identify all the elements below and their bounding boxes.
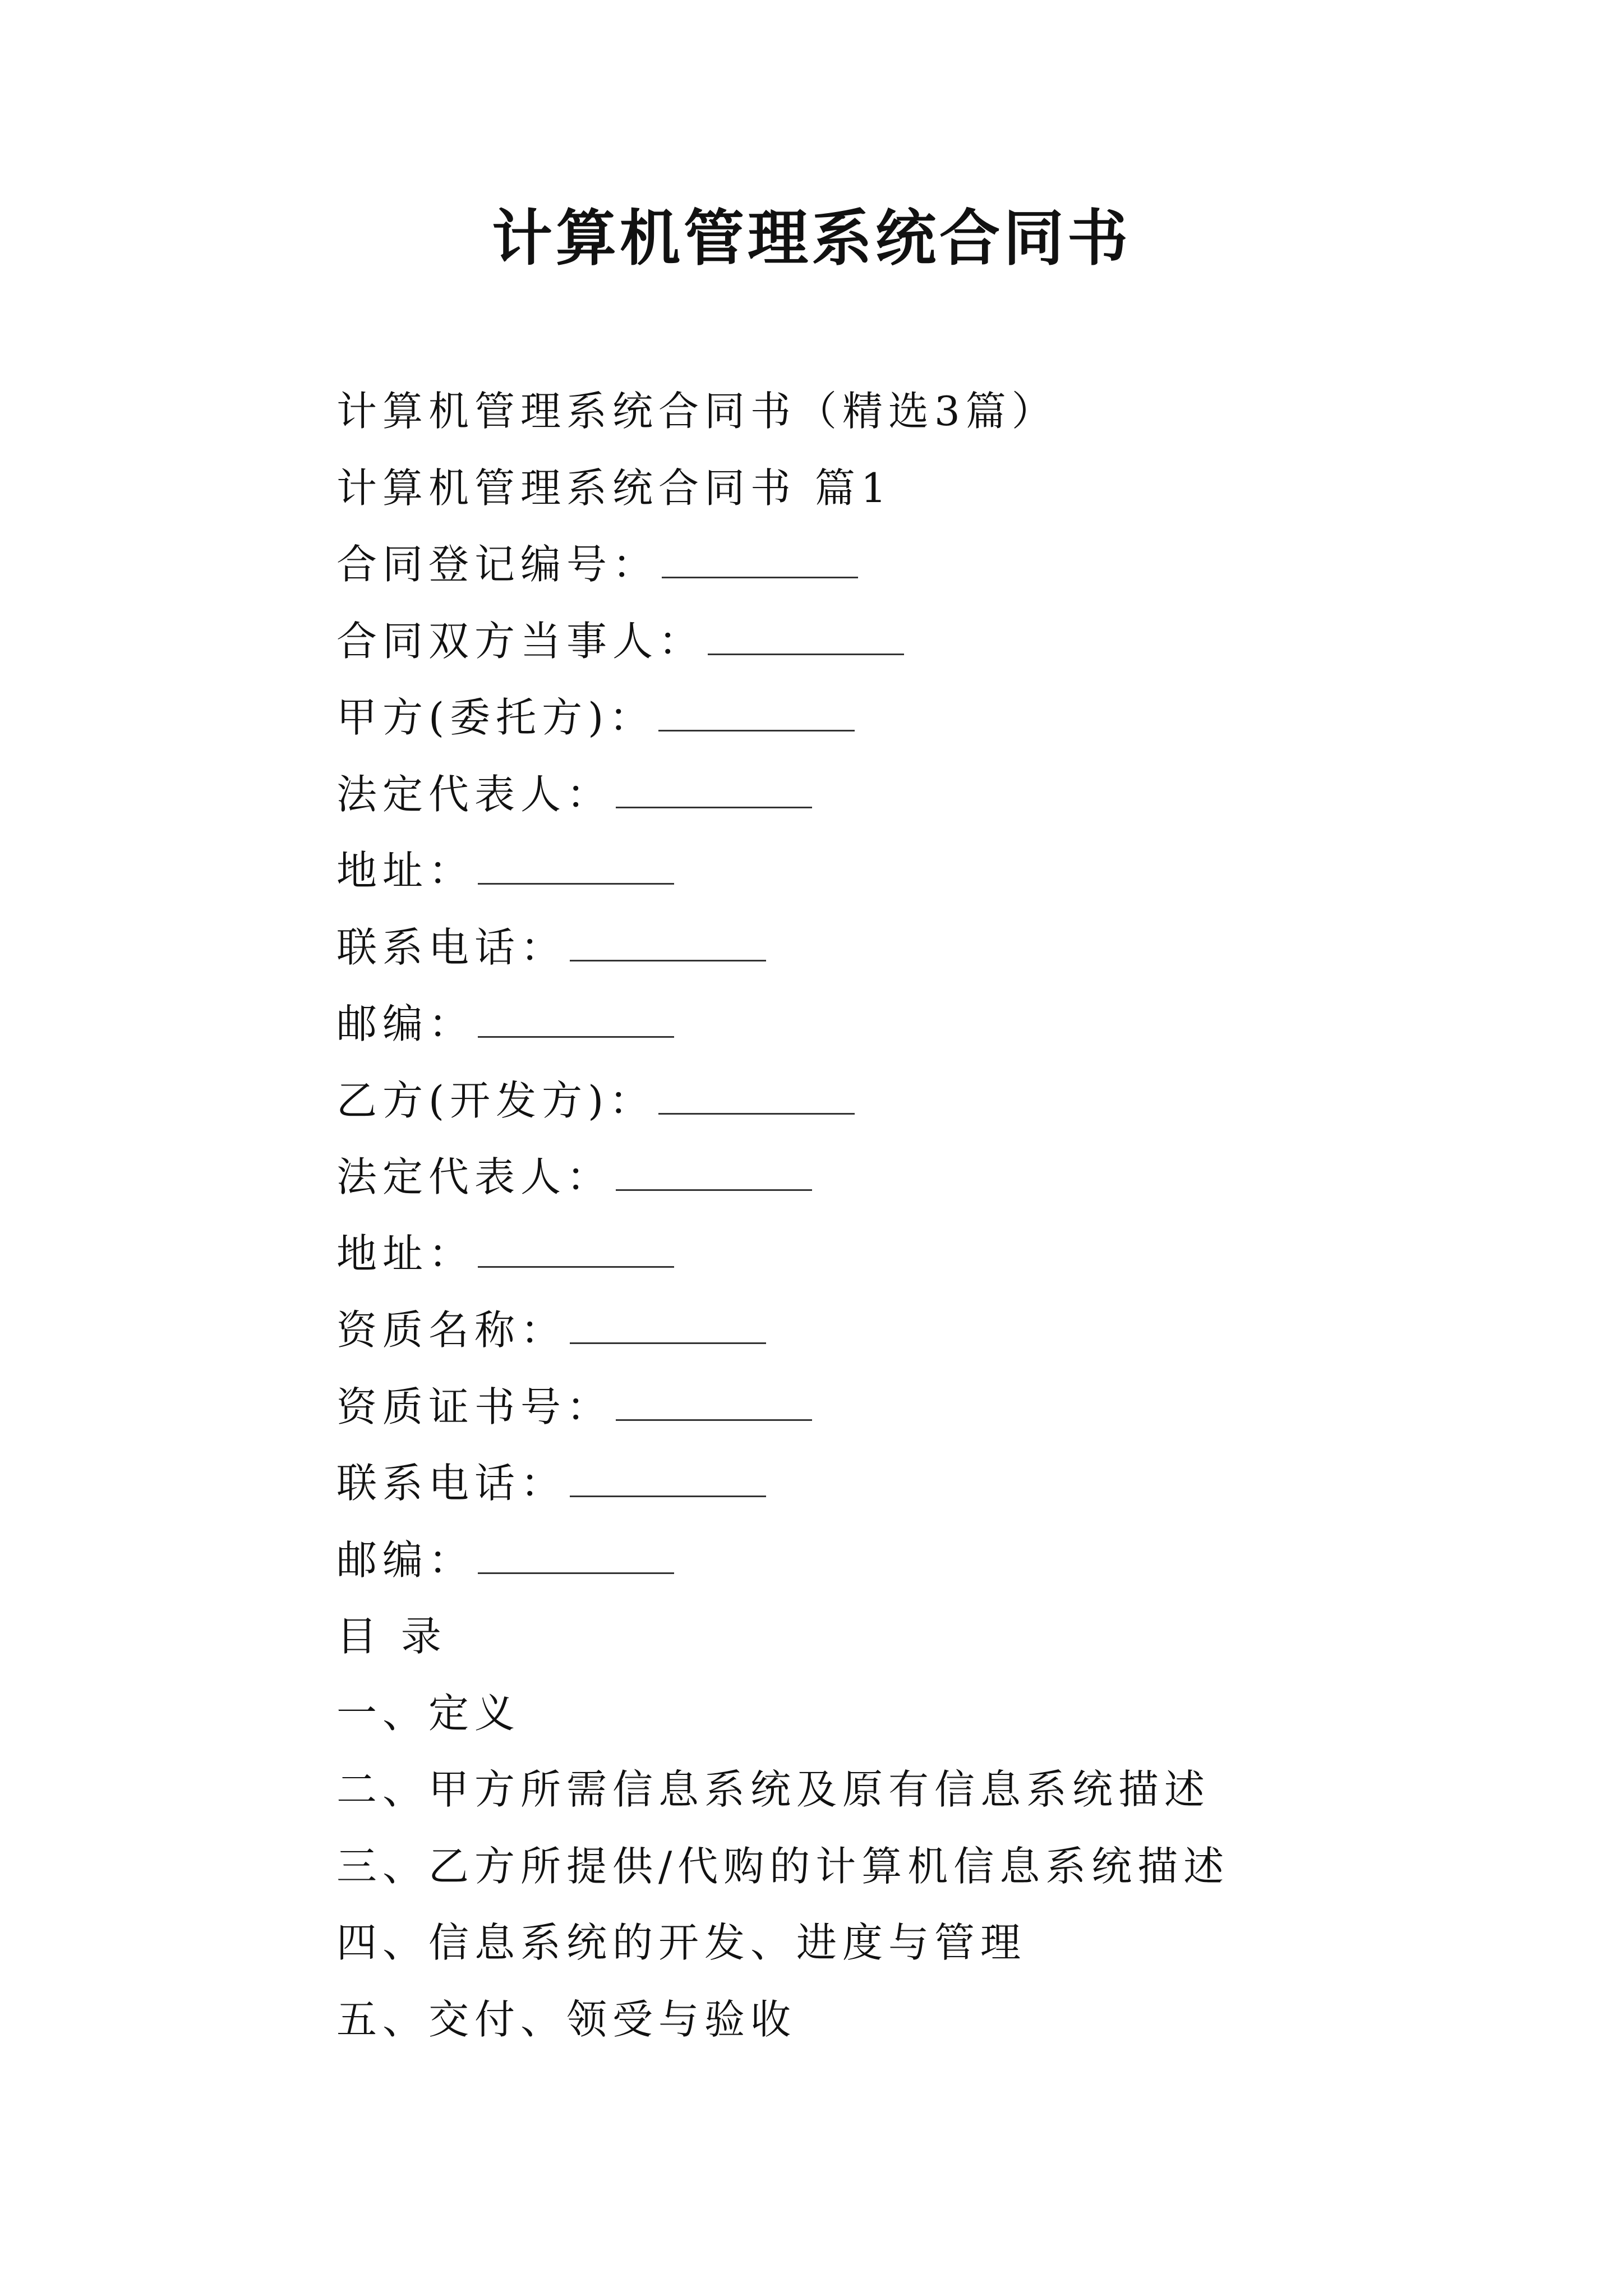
line-text: 五、交付、领受与验收 <box>336 1995 797 2043</box>
field-label: 资质名称： <box>336 1306 567 1354</box>
text-line <box>336 1981 1455 2058</box>
field-label: 合同登记编号： <box>336 541 659 588</box>
field-label: 地址： <box>336 1230 475 1277</box>
form-field-line <box>336 1216 1455 1292</box>
text-line <box>336 1828 1455 1905</box>
document-body <box>336 373 1455 2058</box>
fill-in-blank <box>478 999 674 1038</box>
form-field-line <box>336 1292 1455 1369</box>
text-line <box>336 1751 1455 1828</box>
field-label: 邮编： <box>336 1536 475 1584</box>
field-label: 地址： <box>336 847 475 894</box>
fill-in-blank <box>570 923 766 961</box>
line-text: 四、信息系统的开发、进度与管理 <box>336 1919 1027 1966</box>
line-text: 计算机管理系统合同书（精选3篇） <box>336 388 1058 435</box>
text-line <box>336 1675 1455 1752</box>
form-field-line <box>336 756 1455 833</box>
field-label: 甲方(委托方)： <box>336 694 656 741</box>
field-label: 联系电话： <box>336 923 567 971</box>
field-label: 法定代表人： <box>336 1153 613 1200</box>
line-text: 三、乙方所提供/代购的计算机信息系统描述 <box>336 1842 1230 1890</box>
fill-in-blank <box>570 1305 766 1344</box>
form-field-line <box>336 679 1455 756</box>
form-field-line <box>336 1062 1455 1139</box>
form-field-line <box>336 909 1455 986</box>
fill-in-blank <box>662 540 858 578</box>
form-field-line <box>336 986 1455 1062</box>
form-field-line <box>336 526 1455 603</box>
field-label: 邮编： <box>336 1000 475 1047</box>
text-line <box>336 373 1455 450</box>
text-line <box>336 450 1455 527</box>
fill-in-blank <box>658 1076 855 1115</box>
fill-in-blank <box>570 1458 766 1497</box>
line-text: 计算机管理系统合同书 篇1 <box>336 464 892 512</box>
field-label: 联系电话： <box>336 1460 567 1507</box>
fill-in-blank <box>616 1152 812 1191</box>
line-text: 目 录 <box>336 1613 447 1660</box>
fill-in-blank <box>708 616 904 655</box>
text-line <box>336 1904 1455 1981</box>
form-field-line <box>336 603 1455 680</box>
form-field-line <box>336 832 1455 909</box>
fill-in-blank <box>616 770 812 808</box>
fill-in-blank <box>658 693 855 731</box>
document-title: 计算机管理系统合同书 <box>491 203 1131 274</box>
fill-in-blank <box>478 1229 674 1268</box>
line-text: 一、定义 <box>336 1689 521 1737</box>
field-label: 法定代表人： <box>336 770 613 818</box>
field-label: 资质证书号： <box>336 1383 613 1430</box>
text-line <box>336 1598 1455 1675</box>
field-label: 合同双方当事人： <box>336 617 705 665</box>
line-text: 二、甲方所需信息系统及原有信息系统描述 <box>336 1766 1211 1813</box>
form-field-line <box>336 1445 1455 1522</box>
fill-in-blank <box>616 1382 812 1421</box>
field-label: 乙方(开发方)： <box>336 1076 656 1124</box>
fill-in-blank <box>478 846 674 885</box>
form-field-line <box>336 1139 1455 1216</box>
form-field-line <box>336 1369 1455 1446</box>
fill-in-blank <box>478 1535 674 1574</box>
form-field-line <box>336 1522 1455 1599</box>
